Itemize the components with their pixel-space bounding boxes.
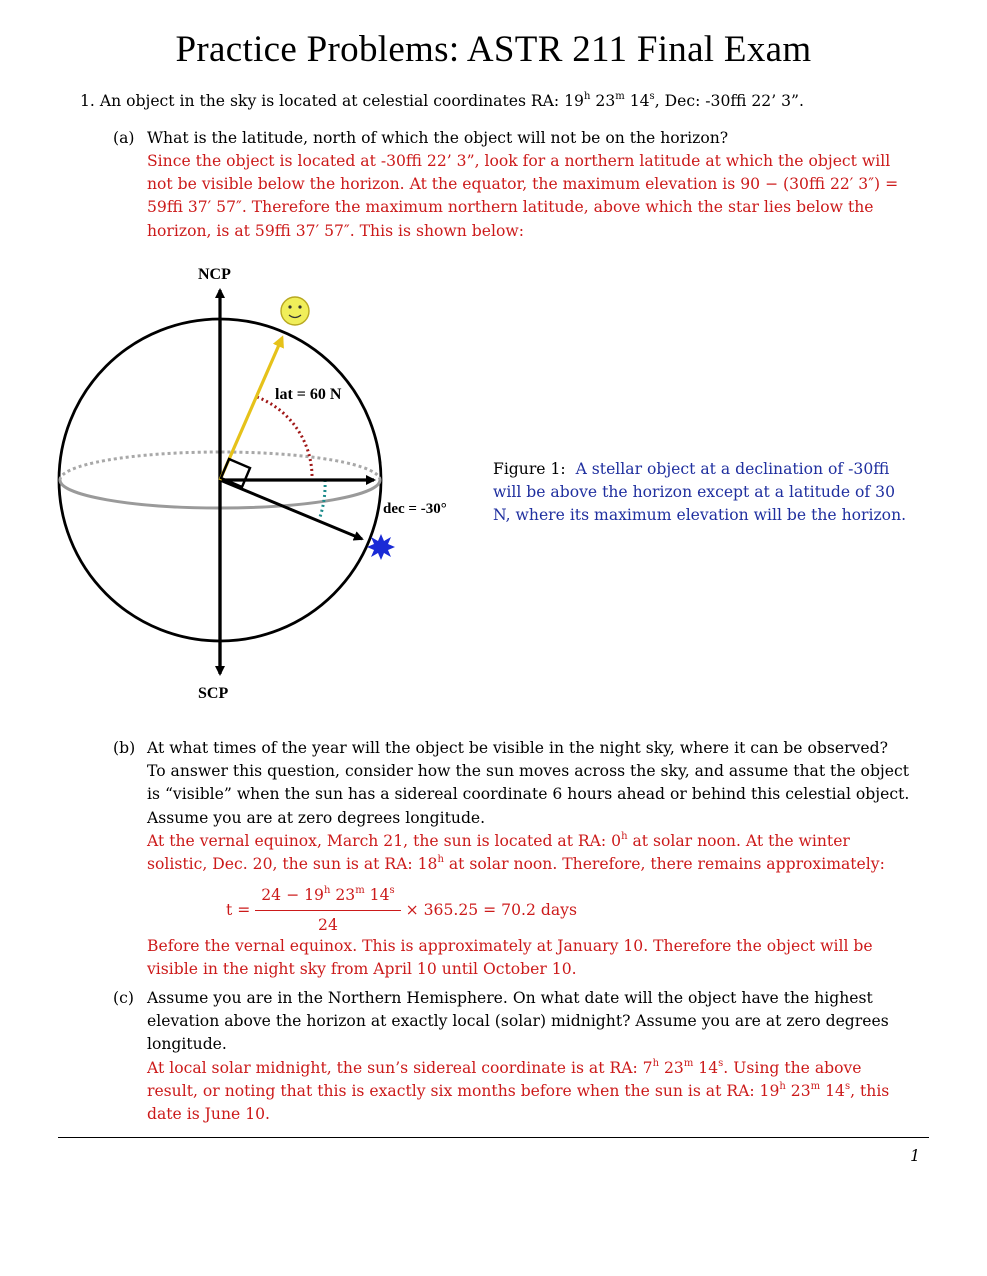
part-b-label: (b) — [113, 739, 136, 757]
question-line: elevation above the horizon at exactly local (solar) midnight? Assume you are at zero degrees — [147, 1012, 889, 1031]
part-a-label: (a) — [113, 129, 135, 147]
answer-line: At the vernal equinox, March 21, the sun is located at RA: 0$^h$ at solar noon. At the winter — [147, 830, 850, 850]
part-a-question: What is the latitude, north of which the object will not be on the horizon? — [147, 129, 729, 147]
equation-numerator: $24 - 19^h$ 23$^m$ 14$^s$ — [255, 884, 400, 911]
page-title: Practice Problems: ASTR 211 Final Exam — [175, 29, 812, 70]
part-a-answer — [147, 150, 929, 243]
star-arrow — [220, 480, 362, 539]
question-number: 1. — [80, 92, 95, 110]
question-line: At what times of the year will the object be visible in the night sky, where it can be observed? — [147, 739, 888, 757]
question-text: An object in the sky is located at celestial coordinates RA: 19$^h$ 23$^m$ 14$^s$, Dec: -30ﬃ 22’ 3”. — [99, 90, 804, 110]
page-number: 1 — [910, 1147, 920, 1165]
caption-line: will be above the horizon except at a latitude of 30 — [493, 483, 896, 502]
latitude-arc — [257, 397, 312, 480]
footer-rule — [58, 1137, 929, 1138]
answer-line: Before the vernal equinox. This is approximately at January 10. Therefore the object will be — [147, 937, 873, 955]
answer-line: 59ﬃ 37′ 57″. Therefore the maximum northern latitude, above which the star lies below the — [147, 198, 874, 217]
part-b-question — [147, 737, 929, 830]
question-line: Assume you are in the Northern Hemisphere. On what date will the object have the highest — [147, 989, 873, 1007]
answer-line: Since the object is located at -30ﬃ 22’ 3”, look for a northern latitude at which the object will — [147, 152, 891, 170]
celestial-sphere-diagram — [50, 258, 470, 718]
answer-line: solistic, Dec. 20, the sun is at RA: 18$^h$ at solar noon. Therefore, there remains approximately: — [147, 854, 885, 874]
question-line: is “visible” when the sun has a sidereal coordinate 6 hours ahead or behind this celestial object. — [147, 785, 910, 804]
days-equation — [226, 884, 577, 937]
equation-fraction — [255, 884, 400, 937]
answer-line: At local solar midnight, the sun’s sidereal coordinate is at RA: 7$^h$ 23$^m$ 14$^s$. Using the above — [147, 1057, 862, 1077]
answer-line: not be visible below the horizon. At the equator, the maximum elevation is 90 − (30ﬃ 22′ 3″) = — [147, 175, 899, 194]
part-b-conclusion — [147, 935, 929, 981]
declination-label: dec = -30° — [383, 501, 447, 517]
part-b-answer — [147, 830, 929, 876]
caption-line: A stellar object at a declination of -30ﬃ — [575, 460, 890, 478]
figure-caption — [493, 458, 929, 528]
part-c-label: (c) — [113, 989, 134, 1007]
ncp-label: NCP — [198, 266, 231, 283]
answer-line: result, or noting that this is exactly six months before when the sun is at RA: 19$^h$ 23$^m$ 14$^s$, this — [147, 1081, 890, 1101]
part-c-answer — [147, 1057, 929, 1127]
question-1 — [80, 90, 940, 113]
caption-line: N, where its maximum elevation will be the horizon. — [493, 506, 907, 525]
answer-line: horizon, is at 59ﬃ 37′ 57″. This is shown below: — [147, 221, 524, 240]
latitude-label: lat = 60 N — [275, 386, 342, 403]
equation-denominator: 24 — [318, 916, 338, 935]
question-line: To answer this question, consider how the sun moves across the sky, and assume that the object — [147, 762, 909, 781]
question-line: Assume you are at zero degrees longitude. — [147, 808, 486, 827]
scp-label: SCP — [198, 685, 229, 702]
part-c-question — [147, 987, 929, 1057]
answer-line: date is June 10. — [147, 1105, 270, 1124]
caption-prefix: Figure 1: — [493, 460, 566, 478]
equation-rhs: × 365.25 = 70.2 days — [405, 901, 577, 920]
answer-line: visible in the night sky from April 10 until October 10. — [147, 960, 577, 979]
declination-arc — [320, 480, 325, 517]
equation-lhs: t = — [226, 901, 251, 920]
sun-icon — [281, 297, 309, 325]
question-line: longitude. — [147, 1035, 227, 1054]
